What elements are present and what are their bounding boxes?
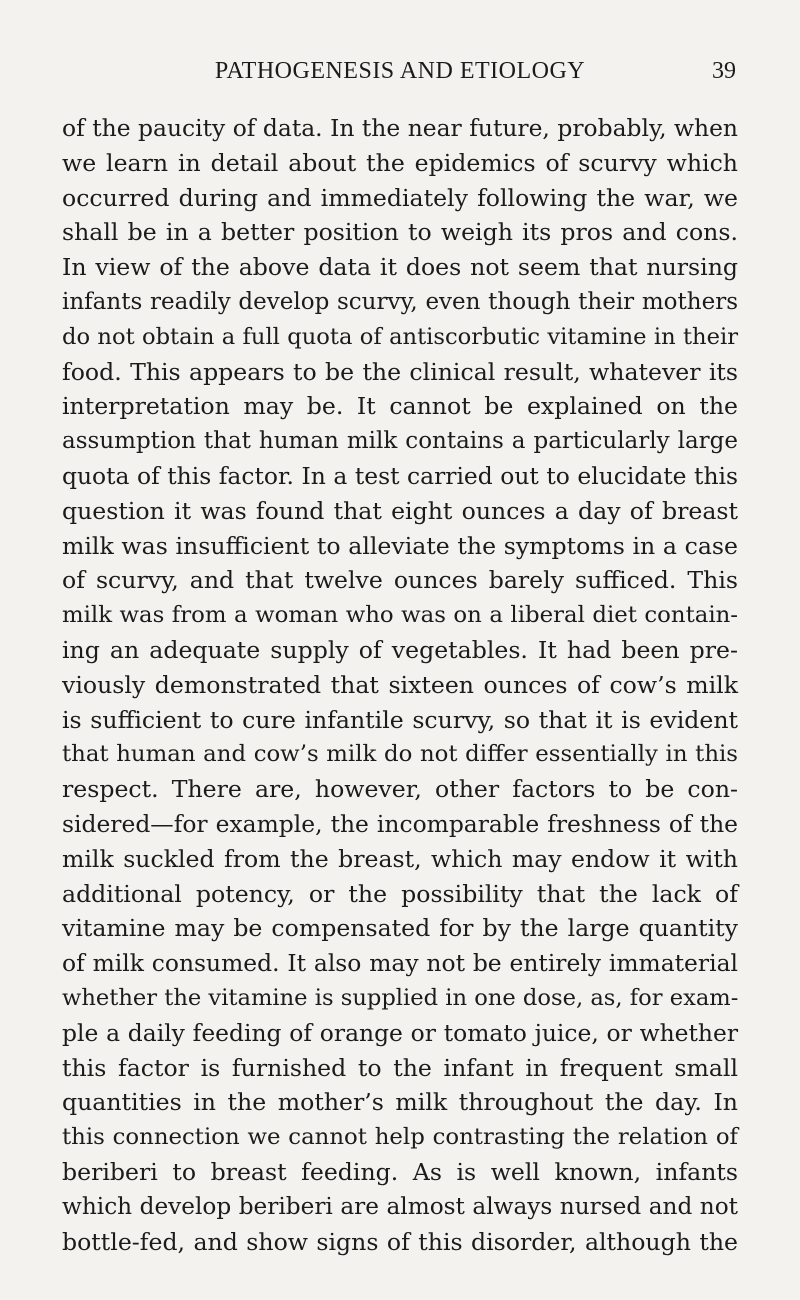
text-line-5: In view of the above data it does not seem that nursing <box>62 253 738 282</box>
text-line-18: is sufficient to cure infantile scurvy, so that it is evident <box>62 705 738 734</box>
text-line-28: this factor is furnished to the infant in frequent small <box>62 1053 738 1082</box>
page-number: 39 <box>712 58 736 84</box>
text-line-1: of the paucity of data. In the near future, probably, when <box>62 114 738 142</box>
text-line-3: occurred during and immediately following the war, we <box>62 183 738 212</box>
text-line-26: whether the vitamine is supplied in one dose, as, for exam- <box>62 984 739 1011</box>
text-line-20: respect. There are, however, other factors to be con- <box>62 775 738 804</box>
text-line-7: do not obtain a full quota of antiscorbutic vitamine in their <box>62 323 738 350</box>
text-line-10: assumption that human milk contains a particularly large <box>62 428 738 455</box>
text-line-21: sidered—for example, the incomparable freshness of the <box>62 809 738 838</box>
text-line-13: milk was insufficient to alleviate the symptoms in a case <box>62 531 738 560</box>
text-line-31: beriberi to breast feeding. As is well known, infants <box>62 1157 738 1186</box>
text-line-17: viously demonstrated that sixteen ounces of cow’s milk <box>62 670 738 699</box>
body-paragraph <box>62 111 738 1259</box>
text-line-33: bottle-fed, and show signs of this disorder, although the <box>62 1227 738 1256</box>
text-line-4: shall be in a better position to weigh its pros and cons. <box>62 218 738 247</box>
running-head <box>64 58 736 88</box>
text-line-6: infants readily develop scurvy, even though their mothers <box>62 288 738 315</box>
text-line-29: quantities in the mother’s milk throughout the day. In <box>62 1088 738 1117</box>
text-line-14: of scurvy, and that twelve ounces barely sufficed. This <box>62 566 738 595</box>
text-line-11: quota of this factor. In a test carried out to elucidate this <box>62 461 738 490</box>
text-line-30: this connection we cannot help contrasting the relation of <box>62 1124 738 1151</box>
text-line-19: that human and cow’s milk do not differ essentially in this <box>62 741 738 768</box>
text-line-16: ing an adequate supply of vegetables. It had been pre- <box>62 635 738 664</box>
text-line-2: we learn in detail about the epidemics of scurvy which <box>62 148 738 177</box>
text-line-12: question it was found that eight ounces a day of breast <box>62 496 738 525</box>
text-line-8: food. This appears to be the clinical result, whatever its <box>62 357 738 386</box>
running-title: PATHOGENESIS AND ETIOLOGY <box>214 58 586 84</box>
text-line-15: milk was from a woman who was on a liberal diet contain- <box>62 602 738 629</box>
text-line-32: which develop beriberi are almost always nursed and not <box>62 1192 738 1220</box>
text-line-27: ple a daily feeding of orange or tomato juice, or whether <box>62 1018 738 1047</box>
text-line-25: of milk consumed. It also may not be entirely immaterial <box>62 949 738 978</box>
text-line-22: milk suckled from the breast, which may endow it with <box>62 844 738 873</box>
text-line-24: vitamine may be compensated for by the large quantity <box>62 914 738 943</box>
text-line-23: additional potency, or the possibility that the lack of <box>62 879 738 908</box>
text-line-9: interpretation may be. It cannot be explained on the <box>62 392 738 421</box>
